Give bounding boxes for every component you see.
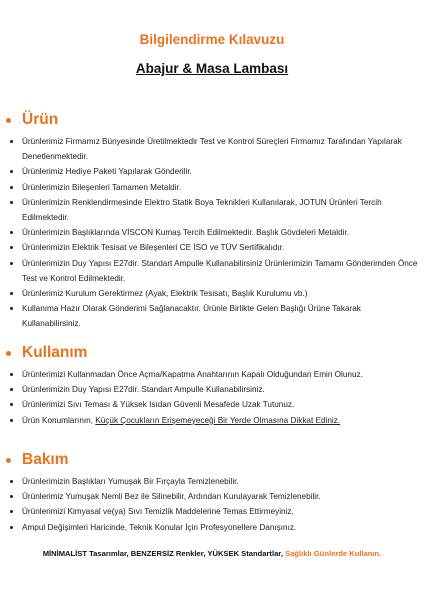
document-title: Bilgilendirme Kılavuzu: [139, 32, 285, 47]
bullet-icon: [6, 118, 11, 123]
bullet-icon: [6, 351, 11, 356]
list-item: Ürünlerimizin Bileşenleri Tamamen Metaldir.: [0, 180, 424, 195]
list-item: Kullanıma Hazır Olarak Gönderimi Sağlanacaktır. Ürünle Birlikte Gelen Başlığı Ürüne Takarak Kullanabilirsiniz.: [0, 301, 424, 331]
list-item: Ürünlerimizin Renklendirmesinde Elektro Statik Boya Teknikleri Kullanılarak, JOTUN Ürünleri Tercih Edilmektedir.: [0, 195, 424, 225]
item-list: [0, 367, 424, 428]
subtitle-text: Abajur & Masa Lambası: [135, 61, 289, 76]
footer-highlight: Sağlıklı Günlerde Kullanın.: [285, 549, 382, 558]
footer-main: MİNİMALİST Tasarımlar, BENZERSİZ Renkler, YÜKSEK Standartlar,: [42, 549, 283, 558]
list-item: Ampul Değişimleri Haricinde, Teknik Konular İçin Profesyonellere Danışınız.: [0, 520, 424, 535]
section-urun: [0, 110, 424, 332]
section-title: Kullanım: [22, 344, 88, 361]
list-item: Ürünlerimiz Kurulum Gerektirmez (Ayak, Elektrik Tesisatı, Başlık Kurulumu vb.): [0, 286, 424, 301]
list-item: Ürünlerimizin Duy Yapısı E27dir. Standart Ampulle Kullanabilirsiniz.: [0, 382, 424, 397]
footer-tagline: [0, 549, 424, 558]
item-list: [0, 474, 424, 535]
section-heading: [0, 110, 424, 130]
section-kullanim: [0, 343, 424, 428]
list-item: Ürünlerimiz Yumuşak Nemli Bez ile Silinebilir, Ardından Kurulayarak Temizlenebilir.: [0, 489, 424, 504]
list-item: Ürünlerimizin Elektrik Tesisat ve Bileşenleri CE İSO ve TÜV Sertifikalıdır.: [0, 240, 424, 255]
section-bakim: [0, 450, 424, 535]
list-item: Ürünlerimizin Duy Yapısı E27dir. Standart Ampulle Kullanabilirsiniz Ürünlerimizin Tamamı Gönderimden Önce Test ve Kontrol Edilmektedir.: [0, 256, 424, 286]
list-item: Ürünlerimizi Kimyasal ve(ya) Sıvı Temizlik Maddelerine Temas Ettirmeyiniz.: [0, 504, 424, 519]
item-list: [0, 134, 424, 332]
bullet-icon: [6, 458, 11, 463]
section-heading: [0, 450, 424, 470]
list-item: Ürünlerimizi Sıvı Teması & Yüksek Isıdan Güvenli Mesafede Uzak Tutunuz.: [0, 397, 424, 412]
list-item: Ürünlerimizin Başlıkları Yumuşak Bir Fırçayla Temizlenebilir.: [0, 474, 424, 489]
list-item: Ürünlerimizin Başlıklarında VİSCON Kumaş Tercih Edilmektedir. Başlık Gövdeleri Metaldir.: [0, 225, 424, 240]
list-item: Ürünlerimiz Firmamız Bünyesinde Üretilmektedir Test ve Kontrol Süreçleri Firmamız Tarafından Yapılarak Denetlenmektedir.: [0, 134, 424, 164]
document-subtitle: [0, 61, 424, 76]
list-item: Ürünlerimiz Hediye Paketi Yapılarak Gönderilir.: [0, 164, 424, 179]
list-item: [0, 413, 424, 428]
list-item: Ürünlerimizi Kullanmadan Önce Açma/Kapatma Anahtarının Kapalı Olduğundan Emin Olunuz.: [0, 367, 424, 382]
item-prefix: Ürün Konumlarının,: [22, 415, 96, 425]
section-title: Bakım: [22, 451, 69, 468]
section-title: Ürün: [22, 111, 59, 128]
section-heading: [0, 343, 424, 363]
underlined-warning: Küçük Çocukların Erişemeyeceği Bir Yerde Olmasına Dikkat Ediniz.: [95, 415, 341, 425]
